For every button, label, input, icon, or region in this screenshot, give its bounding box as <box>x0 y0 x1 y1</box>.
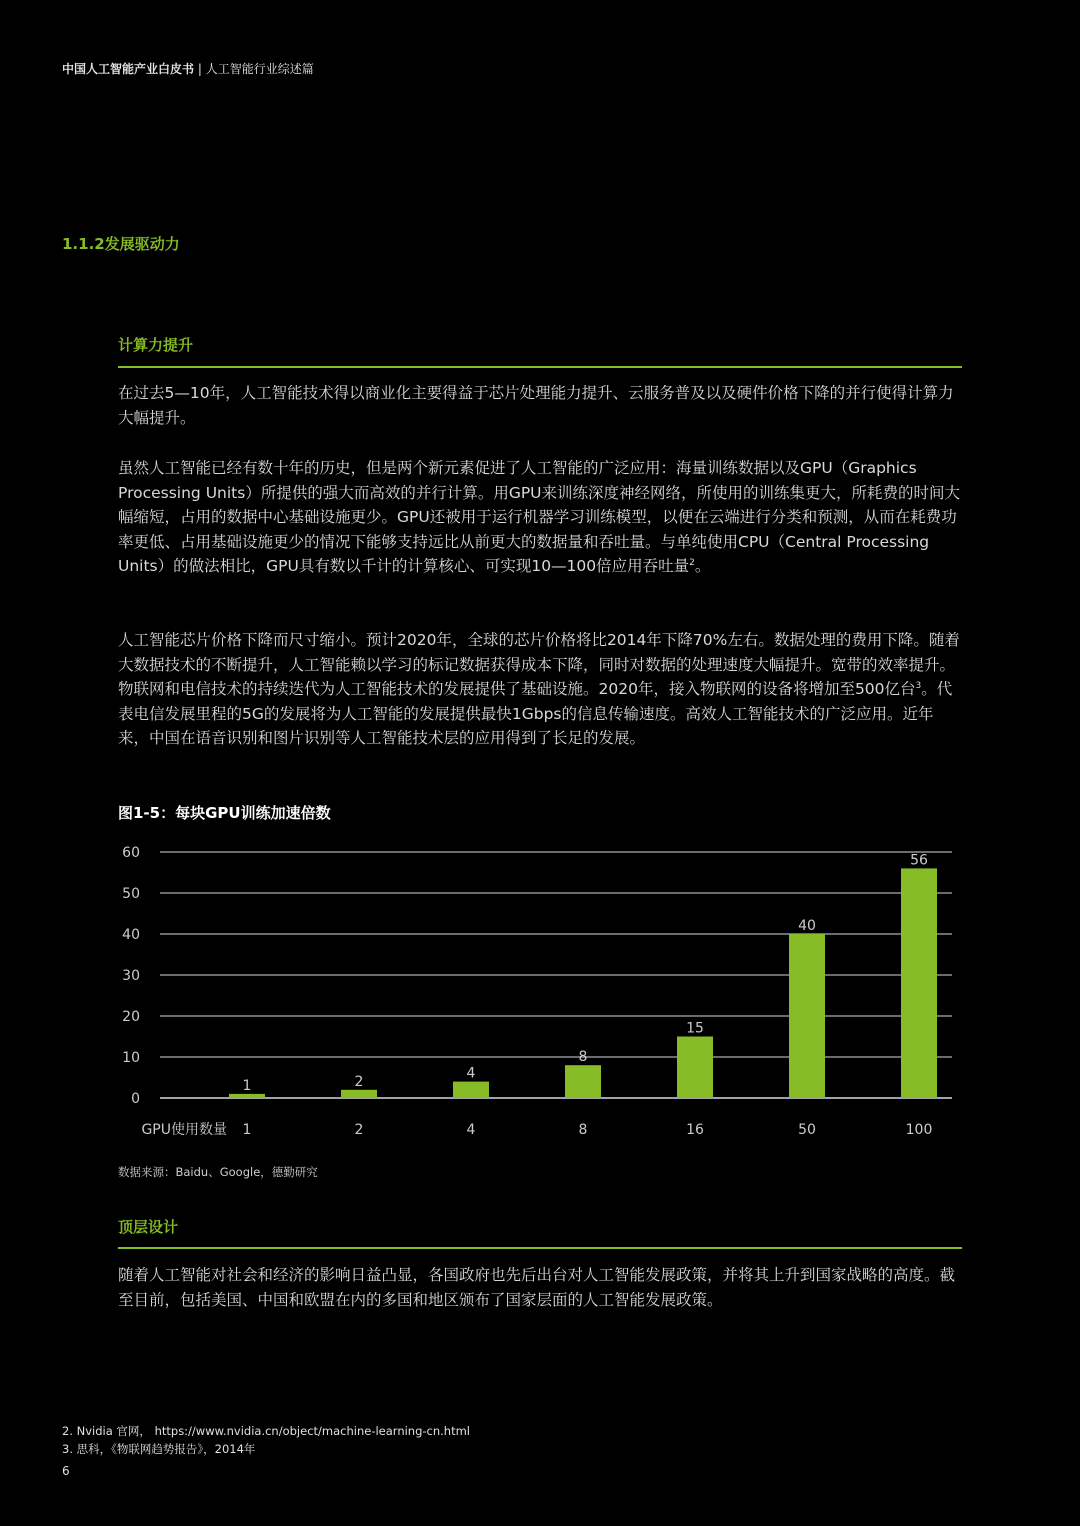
y-tick-label: 0 <box>131 1091 140 1107</box>
y-tick-label: 40 <box>122 927 140 943</box>
paragraph-compute-2-text: 虽然人工智能已经有数十年的历史，但是两个新元素促进了人工智能的广泛应用：海量训练数据以及GPU（Graphics Processing Units）所提供的强大而高效的并行计算。用GPU来训练深度神经网络，所使用的训练集更大，所耗费的时间大幅缩短，占用的数据中心基础设施更少。GPU还被用于运行机器学习训练模型，以便在云端进行分类和预测，从而在耗费功率更低、占用基础设施更少的情况下能够支持远比从前更大的数据量和吞吐量。与单纯使用CPU（Central Processing Units）的做法相比，GPU具有数以千计的计算核心、可实现10—100倍应用吞吐量 <box>118 459 961 575</box>
y-tick-label: 30 <box>122 968 140 984</box>
x-tick-label: 50 <box>798 1122 816 1138</box>
bar-gpu-2 <box>341 1090 377 1098</box>
x-tick-label: 16 <box>686 1122 704 1138</box>
header-section: 人工智能行业综述篇 <box>205 62 314 76</box>
y-tick-label: 50 <box>122 886 140 902</box>
doc-title: 中国人工智能产业白皮书 <box>62 62 195 76</box>
paragraph-policy-1: 随着人工智能对社会和经济的影响日益凸显，各国政府也先后出台对人工智能发展政策，并将其上升到国家战略的高度。截至目前，包括美国、中国和欧盟在内的多国和地区颁布了国家层面的人工智能发展政策。 <box>118 1266 956 1309</box>
footnote-3: 3. 思科，《物联网趋势报告》，2014年 <box>62 1442 256 1456</box>
paragraph-compute-1: 在过去5—10年，人工智能技术得以商业化主要得益于芯片处理能力提升、云服务普及以及硬件价格下降的并行使得计算力大幅提升。 <box>118 384 954 427</box>
bar-gpu-16 <box>677 1037 713 1099</box>
page-number: 6 <box>62 1464 70 1478</box>
bar-value-label: 4 <box>466 1065 476 1082</box>
section-title: 1.1.2发展驱动力 <box>62 235 180 253</box>
bar-value-label: 15 <box>686 1020 704 1037</box>
subsection-divider-policy <box>118 1247 962 1249</box>
bar-gpu-100 <box>901 868 937 1098</box>
paragraph-compute-2-end: 。 <box>694 557 711 575</box>
x-tick-label: 4 <box>466 1122 476 1138</box>
x-tick-label: 1 <box>242 1122 252 1138</box>
bar-value-label: 2 <box>354 1073 364 1090</box>
x-axis-title: GPU使用数量 <box>141 1122 227 1138</box>
bar-gpu-8 <box>565 1065 601 1098</box>
figure-source: 数据来源：Baidu、Google，德勤研究 <box>118 1165 318 1179</box>
bar-value-label: 40 <box>798 918 816 934</box>
x-tick-label: 2 <box>354 1122 364 1138</box>
bar-value-label: 1 <box>242 1077 252 1094</box>
footnote-ref-3[interactable]: 3 <box>915 680 922 691</box>
bar-value-label: 8 <box>578 1049 588 1066</box>
subsection-title-policy: 顶层设计 <box>118 1218 179 1236</box>
bar-gpu-1 <box>229 1094 265 1098</box>
x-tick-label: 8 <box>578 1122 588 1138</box>
paragraph-compute-3 <box>118 628 964 751</box>
bar-value-label: 56 <box>910 852 928 869</box>
x-tick-label: 100 <box>905 1122 933 1138</box>
bar-gpu-50 <box>789 934 825 1098</box>
paragraph-compute-3-text: 人工智能芯片价格下降而尺寸缩小。预计2020年，全球的芯片价格将比2014年下降70%左右。数据处理的费用下降。随着大数据技术的不断提升，人工智能赖以学习的标记数据获得成本下降，同时对数据的处理速度大幅提升。宽带的效率提升。物联网和电信技术的持续迭代为人工智能技术的发展提供了基础设施。2020年，接入物联网的设备将增加至500亿台 <box>118 631 960 698</box>
subsection-title-compute: 计算力提升 <box>118 336 194 354</box>
paragraph-compute-2 <box>118 456 964 579</box>
bar-gpu-4 <box>453 1082 489 1098</box>
y-tick-label: 60 <box>122 845 140 861</box>
paragraph-compute-3-rest: 。代表电信发展里程的5G的发展将为人工智能的发展提供最快1Gbps的信息传输速度。高效人工智能技术的广泛应用。近年来，中国在语音识别和图片识别等人工智能技术层的应用得到了长足的发展。 <box>118 680 953 747</box>
footnote-ref-2[interactable]: 2 <box>689 557 695 568</box>
y-tick-label: 20 <box>122 1009 140 1025</box>
footnote-2: 2. Nvidia 官网， https://www.nvidia.cn/object/machine-learning-cn.html <box>62 1424 471 1438</box>
header-separator: | <box>197 62 202 76</box>
figure-title: 图1-5：每块GPU训练加速倍数 <box>118 804 331 822</box>
y-tick-label: 10 <box>122 1050 140 1066</box>
running-header <box>62 60 314 77</box>
gpu-speedup-bar-chart <box>110 836 970 1152</box>
subsection-divider-compute <box>118 366 962 368</box>
